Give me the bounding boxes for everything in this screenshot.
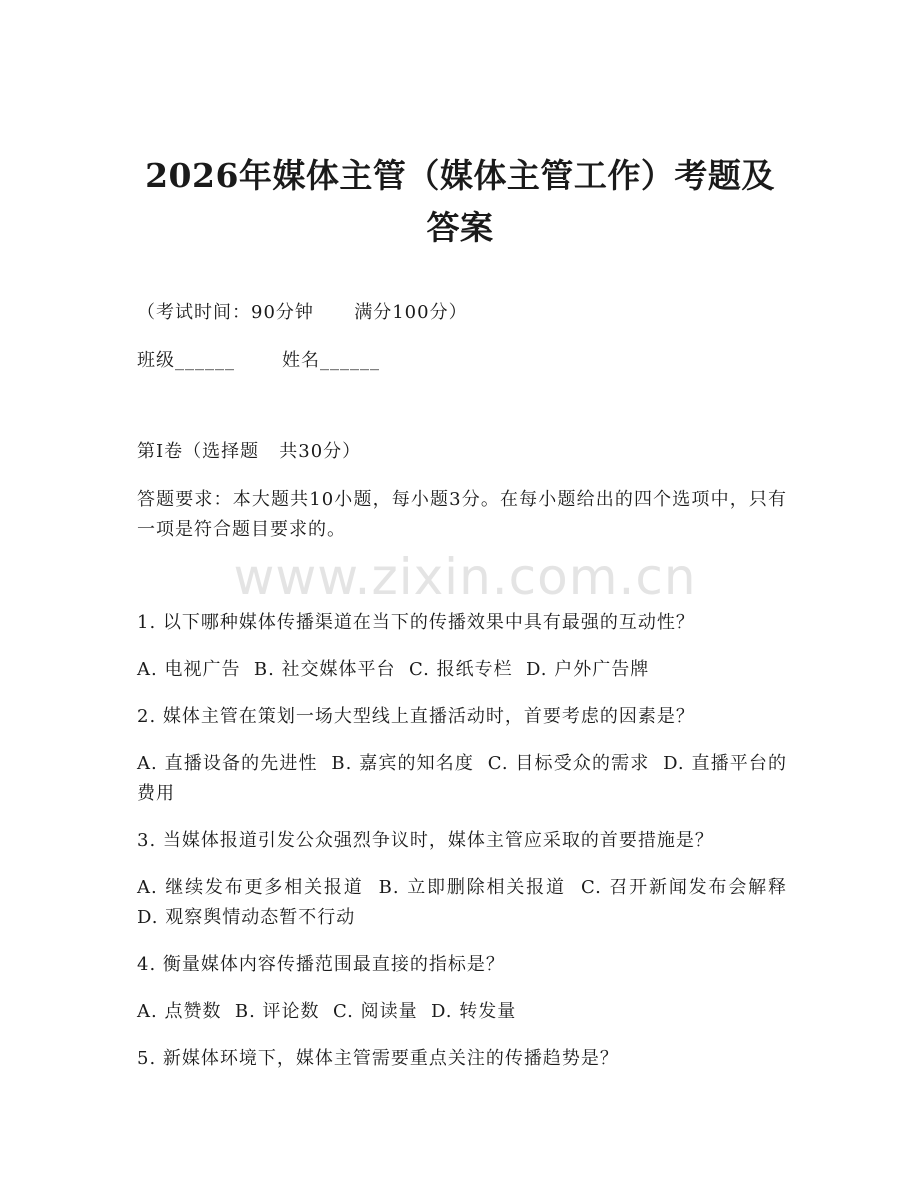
instructions: 答题要求：本大题共10小题，每小题3分。在每小题给出的四个选项中，只有一项是符合题目要求的。: [137, 489, 787, 540]
question-4-options: A. 点赞数 B. 评论数 C. 阅读量 D. 转发量: [137, 1001, 517, 1022]
exam-info: （考试时间：90分钟 满分100分）: [137, 302, 468, 323]
question-2-options: A. 直播设备的先进性 B. 嘉宾的知名度 C. 目标受众的需求 D. 直播平台的费用: [137, 753, 787, 804]
class-name-fields: 班级______ 姓名______: [137, 350, 381, 371]
question-2-stem: 2. 媒体主管在策划一场大型线上直播活动时，首要考虑的因素是？: [137, 706, 695, 727]
question-3-options: A. 继续发布更多相关报道 B. 立即删除相关报道 C. 召开新闻发布会解释 D. 观察舆情动态暂不行动: [137, 877, 801, 928]
question-3-stem: 3. 当媒体报道引发公众强烈争议时，媒体主管应采取的首要措施是？: [137, 830, 714, 851]
watermark: www.zixin.com.cn: [233, 548, 697, 606]
document-title: 2026年媒体主管（媒体主管工作）考题及答案: [145, 156, 775, 247]
question-5-stem: 5. 新媒体环境下，媒体主管需要重点关注的传播趋势是？: [137, 1048, 619, 1069]
question-1-stem: 1. 以下哪种媒体传播渠道在当下的传播效果中具有最强的互动性？: [137, 612, 695, 633]
question-4-stem: 4. 衡量媒体内容传播范围最直接的指标是？: [137, 954, 505, 975]
question-1-options: A. 电视广告 B. 社交媒体平台 C. 报纸专栏 D. 户外广告牌: [137, 659, 650, 680]
section-heading: 第Ⅰ卷（选择题 共30分）: [137, 441, 362, 462]
